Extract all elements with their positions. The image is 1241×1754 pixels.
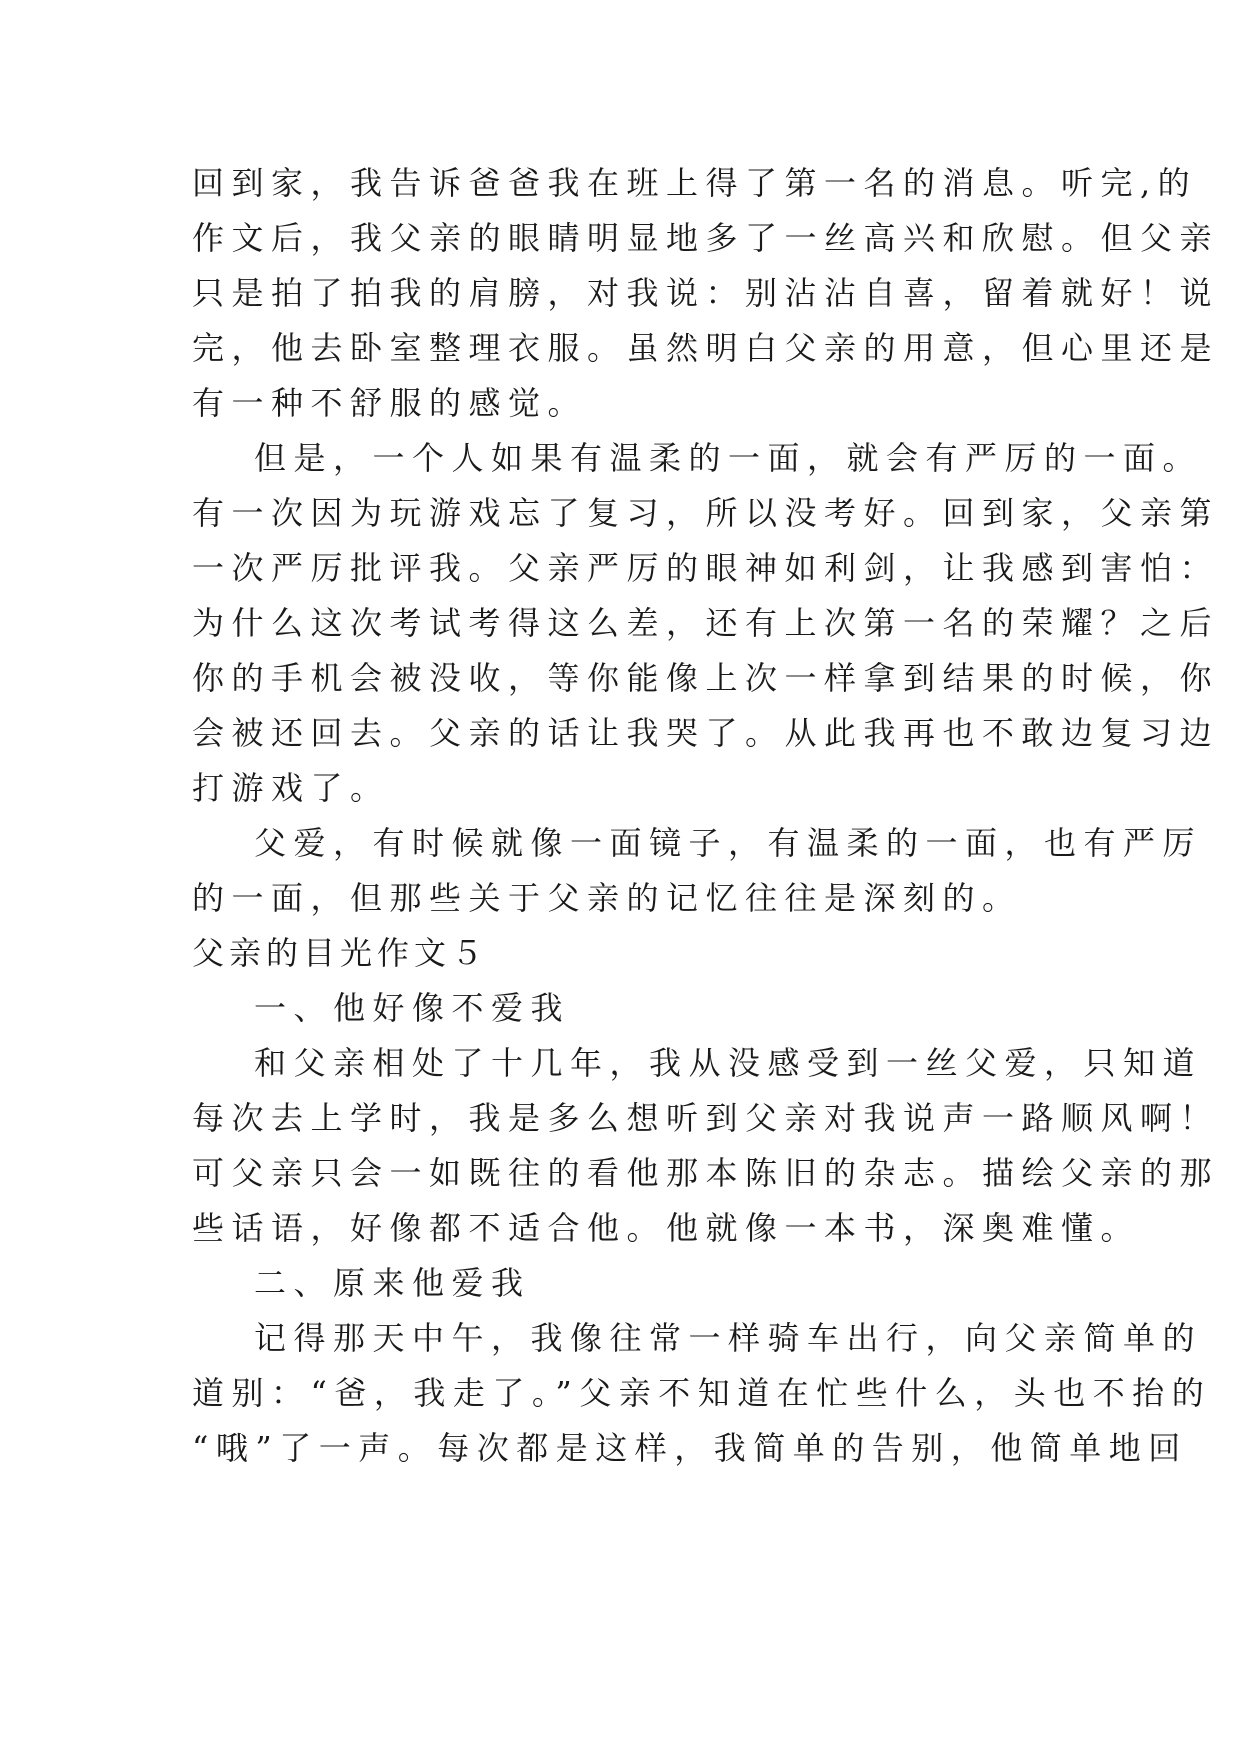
text-line: 你的手机会被没收，等你能像上次一样拿到结果的时候，你 [192, 659, 1220, 697]
text-line: 一次严厉批评我。父亲严厉的眼神如利剑，让我感到害怕： [192, 549, 1220, 587]
text-line: 道别：“爸，我走了。”父亲不知道在忙些什么，头也不抬的 [192, 1374, 1212, 1412]
text-line: 有一次因为玩游戏忘了复习，所以没考好。回到家，父亲第 [192, 494, 1220, 532]
section-heading: 一、他好像不爱我 [254, 989, 571, 1027]
text-line: 回到家，我告诉爸爸我在班上得了第一名的消息。听完,的 [192, 164, 1198, 202]
text-line: 些话语，好像都不适合他。他就像一本书，深奥难懂。 [192, 1209, 1141, 1247]
text-line: 会被还回去。父亲的话让我哭了。从此我再也不敢边复习边 [192, 714, 1220, 752]
paragraph-start-line: 和父亲相处了十几年，我从没感受到一丝父爱，只知道 [254, 1044, 1203, 1082]
text-line: 作文后，我父亲的眼睛明显地多了一丝高兴和欣慰。但父亲 [192, 219, 1220, 257]
essay-title: 父亲的目光作文５ [192, 934, 489, 972]
text-line: 打游戏了。 [192, 769, 390, 807]
paragraph-start-line: 父爱，有时候就像一面镜子，有温柔的一面，也有严厉 [254, 824, 1203, 862]
text-line: 只是拍了拍我的肩膀，对我说：别沾沾自喜，留着就好！说 [192, 274, 1220, 312]
text-line: 完，他去卧室整理衣服。虽然明白父亲的用意，但心里还是 [192, 329, 1220, 367]
section-heading: 二、原来他爱我 [254, 1264, 531, 1302]
paragraph-start-line: 但是，一个人如果有温柔的一面，就会有严厉的一面。 [254, 439, 1203, 477]
text-line: 有一种不舒服的感觉。 [192, 384, 588, 422]
paragraph-start-line: 记得那天中午，我像往常一样骑车出行，向父亲简单的 [254, 1319, 1203, 1357]
text-line: 可父亲只会一如既往的看他那本陈旧的杂志。描绘父亲的那 [192, 1154, 1220, 1192]
text-line: 每次去上学时，我是多么想听到父亲对我说声一路顺风啊！ [192, 1099, 1220, 1137]
text-line: “哦”了一声。每次都是这样，我简单的告别，他简单地回 [192, 1429, 1188, 1467]
text-line: 的一面，但那些关于父亲的记忆往往是深刻的。 [192, 879, 1022, 917]
text-line: 为什么这次考试考得这么差，还有上次第一名的荣耀？之后 [192, 604, 1220, 642]
